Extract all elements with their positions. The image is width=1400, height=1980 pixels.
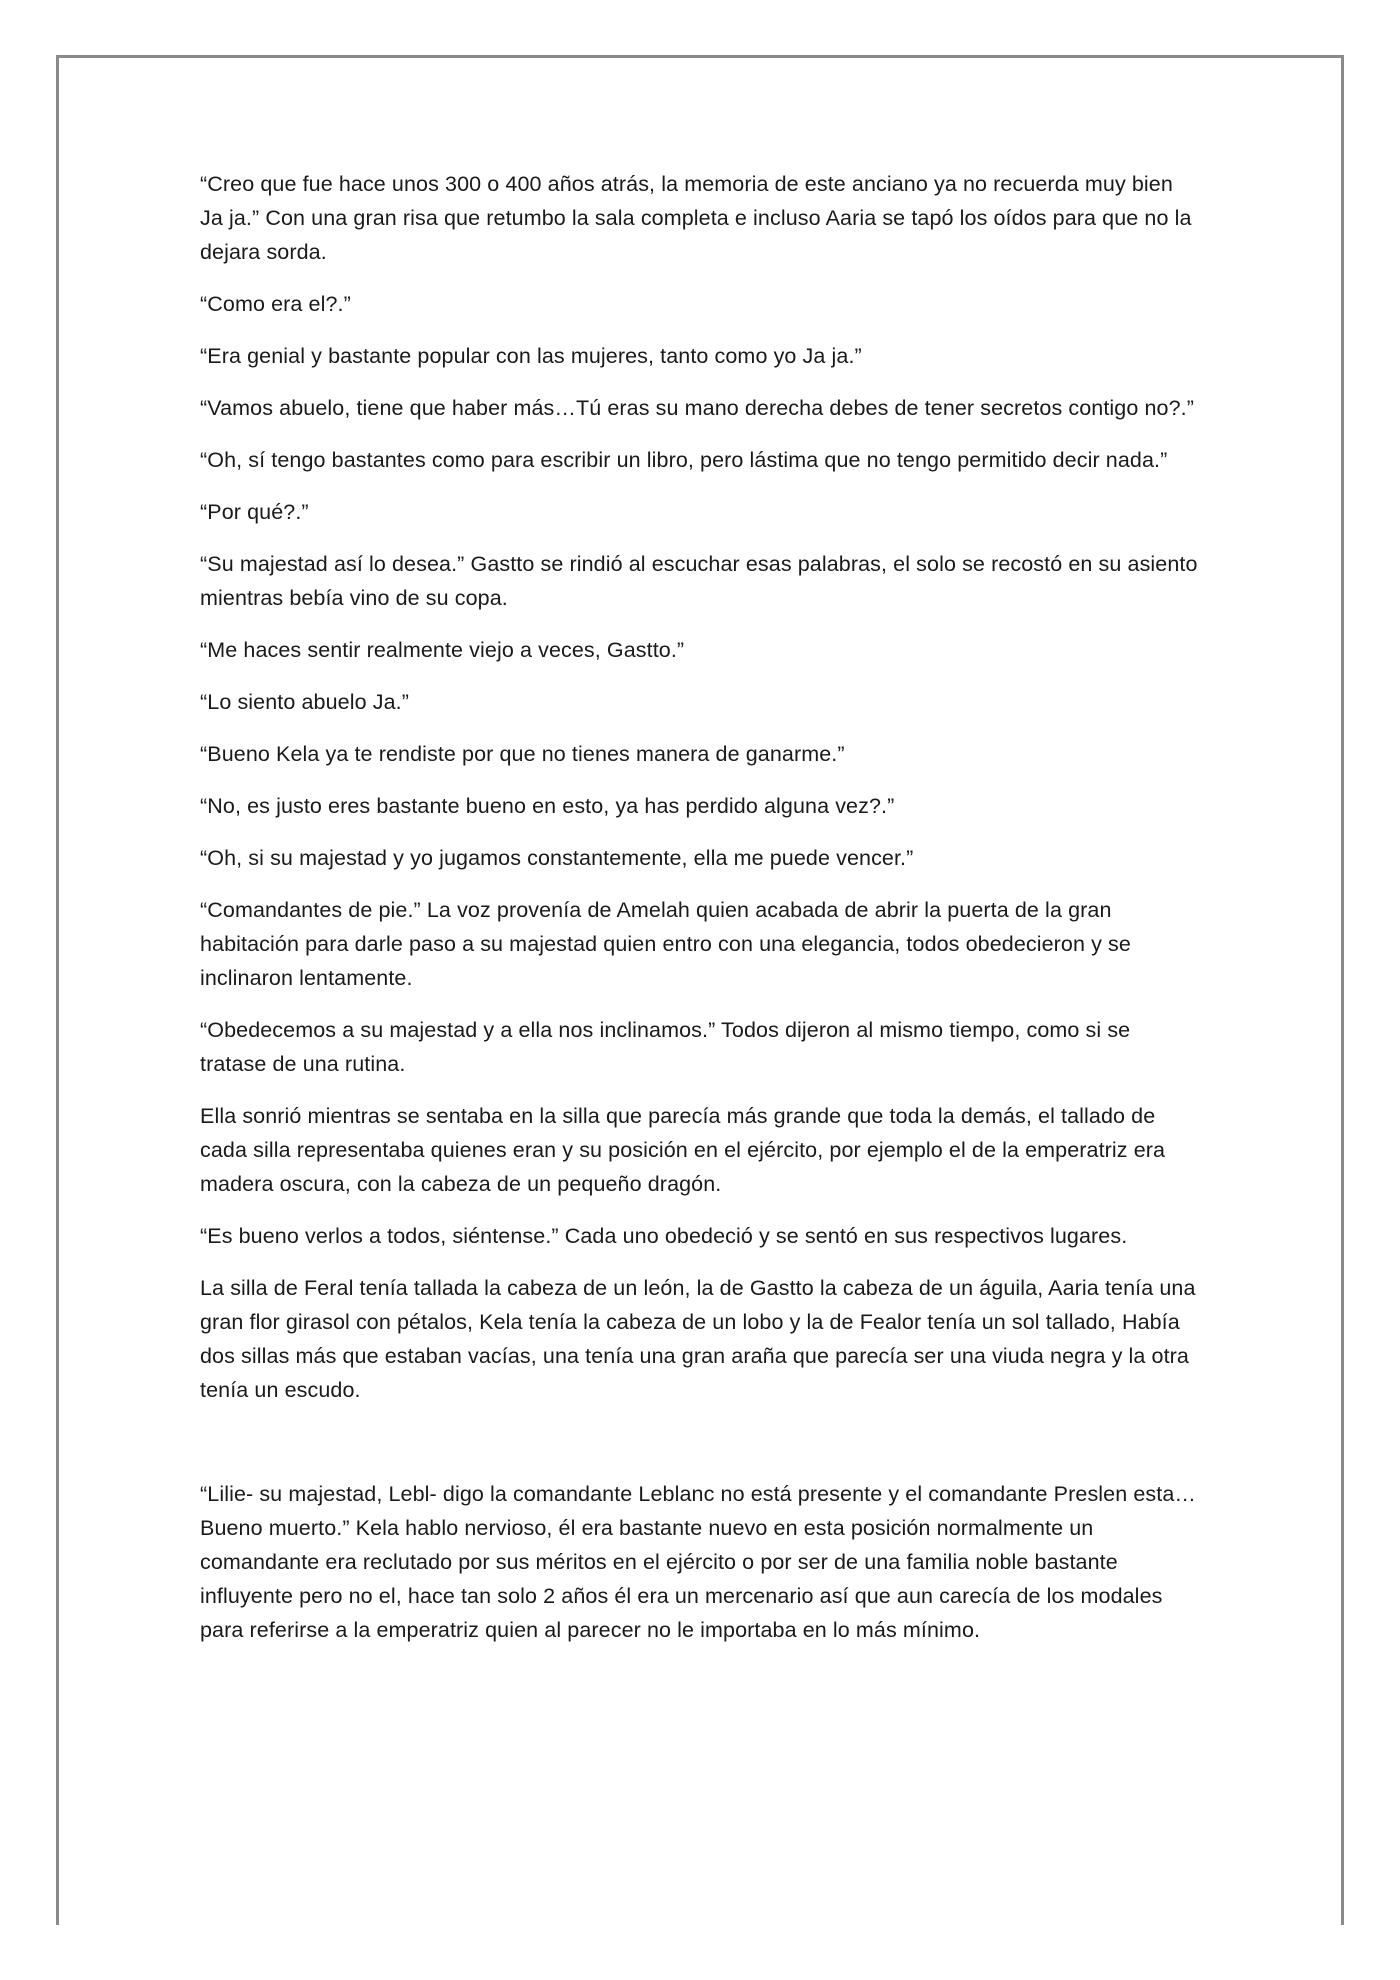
paragraph: “Vamos abuelo, tiene que haber más…Tú eras su mano derecha debes de tener secretos contigo no?.” — [200, 396, 1195, 420]
paragraph: “Oh, si su majestad y yo jugamos constantemente, ella me puede vencer.” — [200, 846, 914, 870]
paragraph: “Me haces sentir realmente viejo a veces, Gastto.” — [200, 638, 685, 662]
paragraph: “Comandantes de pie.” La voz provenía de Amelah quien acabada de abrir la puerta de la gran habitación para darle paso a su majestad quien entro con una elegancia, todos obedecieron y se inclinaron lentamente. — [200, 898, 1131, 990]
document-body — [200, 167, 1200, 1665]
paragraph: La silla de Feral tenía tallada la cabeza de un león, la de Gastto la cabeza de un águila, Aaria tenía una gran flor girasol con pétalos, Kela tenía la cabeza de un lobo y la de Fealor tenía un sol tallado, Había dos sillas más que estaban vacías, una tenía una gran araña que parecía ser una viuda negra y la otra tenía un escudo. — [200, 1276, 1196, 1402]
paragraph: “No, es justo eres bastante bueno en esto, ya has perdido alguna vez?.” — [200, 794, 895, 818]
paragraph: Ella sonrió mientras se sentaba en la silla que parecía más grande que toda la demás, el tallado de cada silla representaba quienes eran y su posición en el ejército, por ejemplo el de la emperatriz era madera oscura, con la cabeza de un pequeño dragón. — [200, 1104, 1166, 1196]
paragraph: “Oh, sí tengo bastantes como para escribir un libro, pero lástima que no tengo permitido decir nada.” — [200, 448, 1168, 472]
paragraph: “Por qué?.” — [200, 500, 309, 524]
paragraph: “Bueno Kela ya te rendiste por que no tienes manera de ganarme.” — [200, 742, 845, 766]
paragraph: “Lilie- su majestad, Lebl- digo la comandante Leblanc no está presente y el comandante Preslen esta…Bueno muerto.” Kela hablo nervioso, él era bastante nuevo en esta posición normalmente un comandante era reclutado por sus méritos en el ejército o por ser de una familia noble bastante influyente pero no el, hace tan solo 2 años él era un mercenario así que aun carecía de los modales para referirse a la emperatriz quien al parecer no le importaba en lo más mínimo. — [200, 1482, 1196, 1642]
paragraph: “Obedecemos a su majestad y a ella nos inclinamos.” Todos dijeron al mismo tiempo, como si se tratase de una rutina. — [200, 1018, 1131, 1076]
paragraph: “Es bueno verlos a todos, siéntense.” Cada uno obedeció y se sentó en sus respectivos lugares. — [200, 1224, 1128, 1248]
paragraph: “Lo siento abuelo Ja.” — [200, 690, 409, 714]
paragraph: “Creo que fue hace unos 300 o 400 años atrás, la memoria de este anciano ya no recuerda muy bien Ja ja.” Con una gran risa que retumbo la sala completa e incluso Aaria se tapó los oídos para que no la dejara sorda. — [200, 172, 1192, 264]
paragraph: “Su majestad así lo desea.” Gastto se rindió al escuchar esas palabras, el solo se recostó en su asiento mientras bebía vino de su copa. — [200, 552, 1198, 610]
paragraph: “Como era el?.” — [200, 292, 351, 316]
paragraph: “Era genial y bastante popular con las mujeres, tanto como yo Ja ja.” — [200, 344, 862, 368]
